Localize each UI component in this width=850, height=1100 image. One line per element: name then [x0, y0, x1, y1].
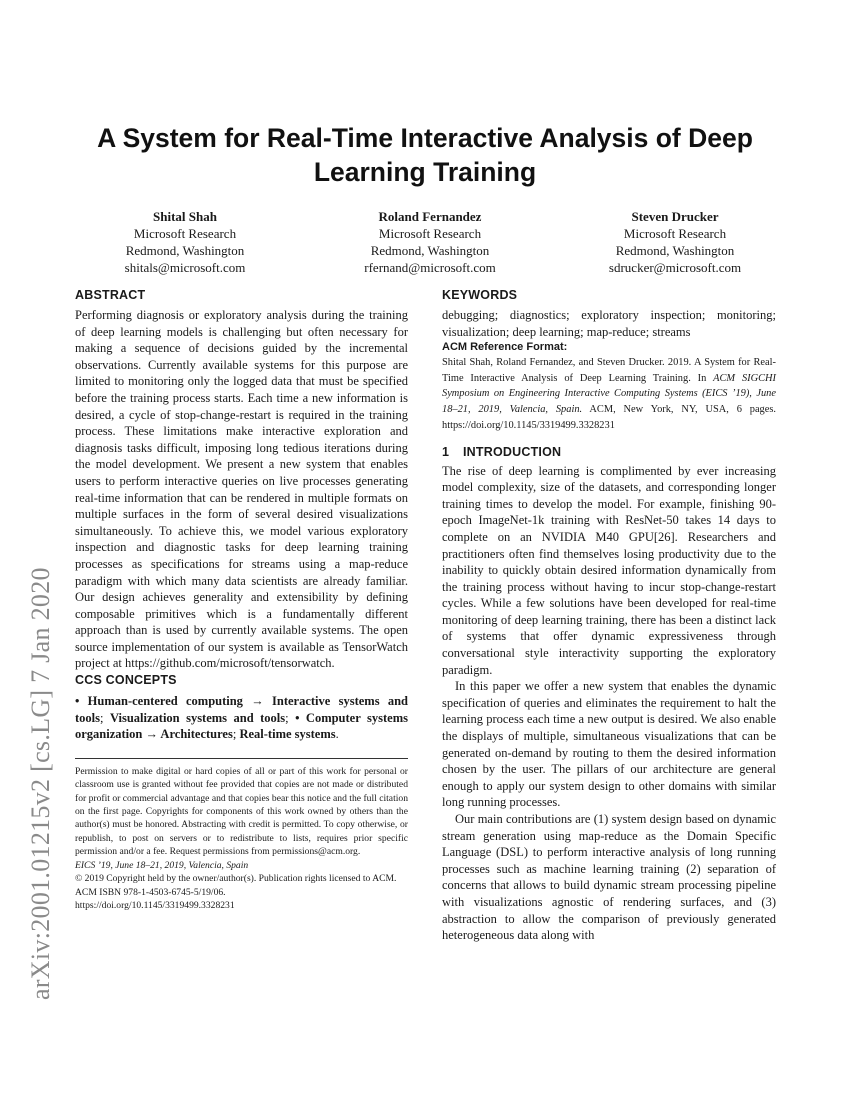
ccs-separator: ; [285, 710, 296, 725]
abstract-text: Performing diagnosis or exploratory analysis during the training of deep learning models is challenging but often necessary for making a sequence of decisions guided by the incremental observations. Currently available systems for this purpose are limited to monitoring only the logged data that must be specified before the training process starts. Each time a new information is desired, a cycle of stop-change-restart is required in the training process. These limitations make interactive exploration and diagnosis tasks difficult, imposing long tedious iterations during the model development. We present a new system that enables users to perform interactive queries on live processes generating real-time information that can be rendered in multiple formats on multiple surfaces in the form of several desired visualizations simultaneously. To achieve this, we model various exploratory inspection and diagnostic tasks for deep learning training processes as specifications for streams using a map-reduce paradigm with which many data scientists are already familiar. Our design achieves generality and extensibility by defining composable primitives which is a fundamentally different approach than is used by currently available systems. The open source implementation of our system is available as TensorWatch project at https://github.com/microsoft/tensorwatch. [75, 308, 408, 671]
ccs-heading: CCS CONCEPTS [75, 673, 177, 688]
author-name: Steven Drucker [631, 209, 719, 224]
ccs-separator: ; [232, 727, 240, 742]
ccs-concept: • Computer systems organization → Architectures [75, 710, 408, 742]
acm-reference-venue: ACM SIGCHI Symposium on Engineering Interactive Computing Systems (EICS ’19), June 18–21, 2019, Valencia, Spain. [442, 372, 776, 415]
author-1 [75, 208, 295, 276]
abstract-heading: ABSTRACT [75, 288, 146, 302]
doi-link[interactable]: https://doi.org/10.1145/3319499.3328231 [75, 899, 235, 911]
left-column [75, 287, 408, 912]
keywords-text: debugging; diagnostics; exploratory inspection; monitoring; visualization; deep learning; map-reduce; streams [442, 308, 776, 339]
author-affiliation: Microsoft Research [378, 226, 482, 241]
paper-title: A System for Real-Time Interactive Analysis of Deep Learning Training [97, 123, 753, 187]
acm-reference-text [442, 355, 776, 433]
footnote-rule [75, 758, 408, 759]
author-block [75, 208, 785, 276]
section-number: 1 [442, 444, 450, 459]
permission-text: Permission to make digital or hard copies of all or part of this work for personal or classroom use is granted without fee provided that copies are not made or distributed for profit or commercial advantage and that copies bear this notice and the full citation on the first page. Copyrights for components of this work owned by others than the author(s) must be honored. Abstracting with credit is permitted. To copy otherwise, or republish, to post on servers or to redistribute to lists, requires prior specific permission and/or a fee. Request permissions from permissions@acm.org. [75, 765, 408, 858]
author-email: shitals@microsoft.com [124, 260, 246, 275]
ccs-concept: Visualization systems and tools [109, 710, 286, 725]
author-location: Redmond, Washington [615, 243, 735, 258]
author-affiliation: Microsoft Research [133, 226, 237, 241]
conference-venue: EICS ’19, June 18–21, 2019, Valencia, Spain [75, 859, 249, 871]
ccs-concepts [75, 693, 408, 743]
ccs-concept: • Human-centered computing → Interactive systems and tools [75, 694, 408, 725]
author-location: Redmond, Washington [370, 243, 490, 258]
acm-reference-authors: Shital Shah, Roland Fernandez, and Steven Drucker. 2019. A System for Real-Time Interactive Analysis of Deep Learning Training. In [442, 357, 776, 384]
acm-reference-heading: ACM Reference Format: [442, 341, 568, 354]
isbn: ACM ISBN 978-1-4503-6745-5/19/06. [75, 886, 226, 898]
acm-reference-publisher: ACM, New York, NY, USA, 6 pages. https://doi.org/10.1145/3319499.3328231 [442, 403, 777, 431]
author-name: Roland Fernandez [378, 209, 482, 224]
right-column [442, 287, 776, 944]
ccs-concept: Real-time systems [239, 727, 336, 742]
introduction-heading [442, 444, 776, 460]
author-affiliation: Microsoft Research [623, 226, 727, 241]
author-location: Redmond, Washington [125, 243, 245, 258]
copyright-notice: © 2019 Copyright held by the owner/author(s). Publication rights licensed to ACM. [75, 873, 397, 885]
ccs-separator: . [335, 727, 339, 742]
intro-paragraph-2: In this paper we offer a new system that enables the dynamic specification of queries and eliminates the requirement to halt the learning process each time a new output is desired. We also enable the displays of multiple, simultaneous visualizations that can be generated on-demand by routing to them the desired information chosen by the user. The pillars of our architecture are general enough to apply our system design to other domains with similar long running processes. [442, 679, 776, 810]
author-3 [565, 208, 785, 276]
intro-paragraph-3: Our main contributions are (1) system design based on dynamic stream generation using map-reduce as the Domain Specific Language (DSL) to perform interactive analysis of long running processes such as machine learning training (2) separation of concerns that allows to build dynamic stream processing pipeline with visualizations agnostic of rendering surfaces, and (3) abstraction to allow the comparison of previously generated heterogeneous data along with [442, 812, 776, 943]
keywords-heading: KEYWORDS [442, 288, 518, 302]
author-2 [320, 208, 540, 276]
section-title: INTRODUCTION [463, 444, 562, 459]
arxiv-stamp: arXiv:2001.01215v2 [cs.LG] 7 Jan 2020 [26, 567, 55, 1000]
intro-paragraph-1: The rise of deep learning is complimented by ever increasing model complexity, size of the datasets, and corresponding longer training times to develop the model. For example, finishing 90-epoch ImageNet-1k training with ResNet-50 takes 14 days to complete on an NVIDIA M40 GPU[26]. Researchers and practitioners often find themselves losing productivity due to the inability to quickly obtain desired information dynamically from the training process without having to incur stop-change-restart cycles. While a few solutions have been developed for real-time monitoring of deep learning training, there has been a distinct lack of systems that offer dynamic expressiveness through conversational style interactivity supporting the exploratory paradigm. [442, 463, 776, 677]
ccs-separator: ; [100, 710, 110, 725]
permission-notice [75, 765, 408, 912]
author-name: Shital Shah [153, 209, 217, 224]
author-email: rfernand@microsoft.com [364, 260, 496, 275]
author-email: sdrucker@microsoft.com [608, 260, 742, 275]
